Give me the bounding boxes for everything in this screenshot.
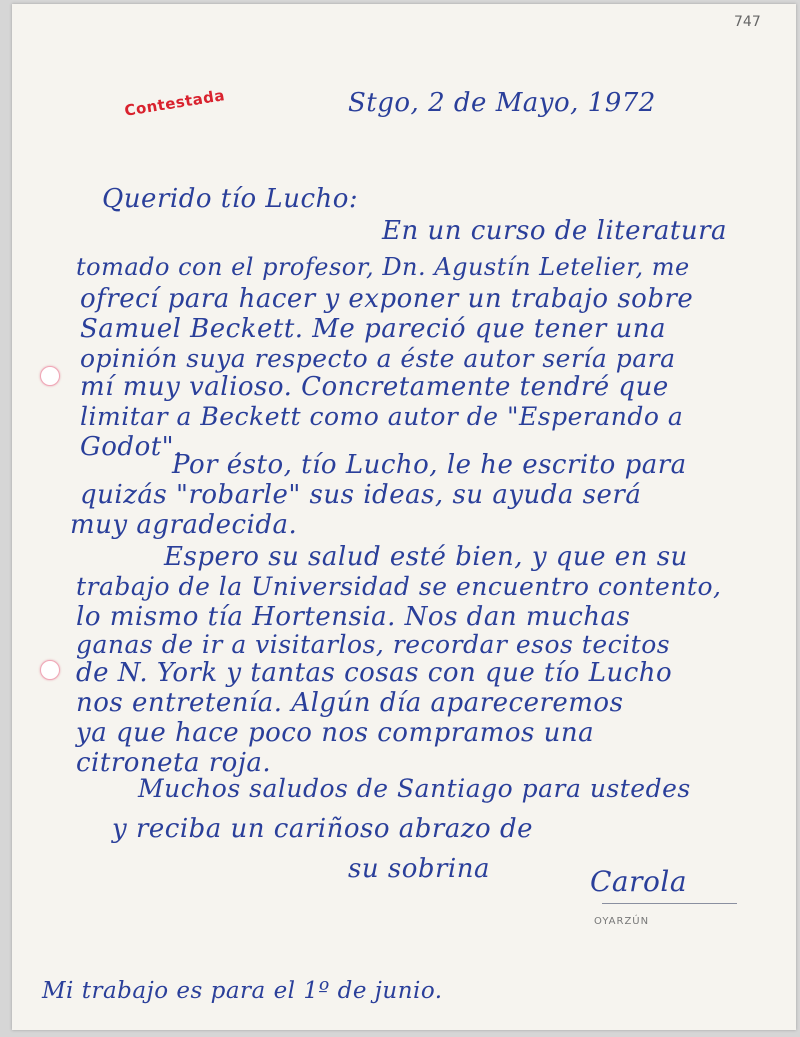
letter-line: ya que hace poco nos compramos una [76, 718, 595, 748]
letter-line: muy agradecida. [70, 510, 298, 540]
letter-line: Samuel Beckett. Me pareció que tener una [80, 314, 667, 344]
status-stamp: Contestada [123, 86, 227, 120]
signature: Carola [590, 865, 688, 898]
punch-hole [40, 366, 60, 386]
letter-line: En un curso de literatura [382, 216, 728, 246]
salutation: Querido tío Lucho: [102, 184, 359, 214]
letter-line: y reciba un cariñoso abrazo de [112, 814, 533, 844]
letter-line: ofrecí para hacer y exponer un trabajo sobre [80, 284, 694, 314]
letter-line: trabajo de la Universidad se encuentro contento, [76, 572, 722, 601]
letter-page [12, 4, 796, 1030]
letter-line: ganas de ir a visitarlos, recordar esos tecitos [76, 630, 671, 659]
letter-line: Godot". [80, 432, 183, 462]
letter-line: quizás "robarle" sus ideas, su ayuda será [80, 480, 642, 510]
letter-line: Muchos saludos de Santiago para ustedes [138, 774, 691, 803]
letter-line: su sobrina [348, 854, 490, 884]
letter-line: de N. York y tantas cosas con que tío Lucho [76, 658, 673, 688]
signature-underline [602, 903, 737, 904]
family-name-note: OYARZÚN [594, 916, 650, 927]
letter-line: limitar a Beckett como autor de "Esperando a [80, 402, 684, 431]
letter-line: lo mismo tía Hortensia. Nos dan muchas [76, 602, 631, 632]
archive-page-number: 747 [734, 14, 761, 30]
letter-line: Espero su salud esté bien, y que en su [164, 542, 688, 572]
punch-hole [40, 660, 60, 680]
letter-line: Por ésto, tío Lucho, le he escrito para [172, 450, 687, 480]
letter-line: citroneta roja. [76, 748, 272, 778]
letter-line: tomado con el profesor, Dn. Agustín Letelier, me [76, 253, 690, 281]
letter-line: nos entretenía. Algún día apareceremos [76, 688, 624, 718]
place-date: Stgo, 2 de Mayo, 1972 [348, 88, 656, 118]
letter-line: mí muy valioso. Concretamente tendré que [80, 372, 669, 402]
letter-line: opinión suya respecto a éste autor sería para [80, 344, 676, 373]
postscript: Mi trabajo es para el 1º de junio. [42, 978, 443, 1004]
